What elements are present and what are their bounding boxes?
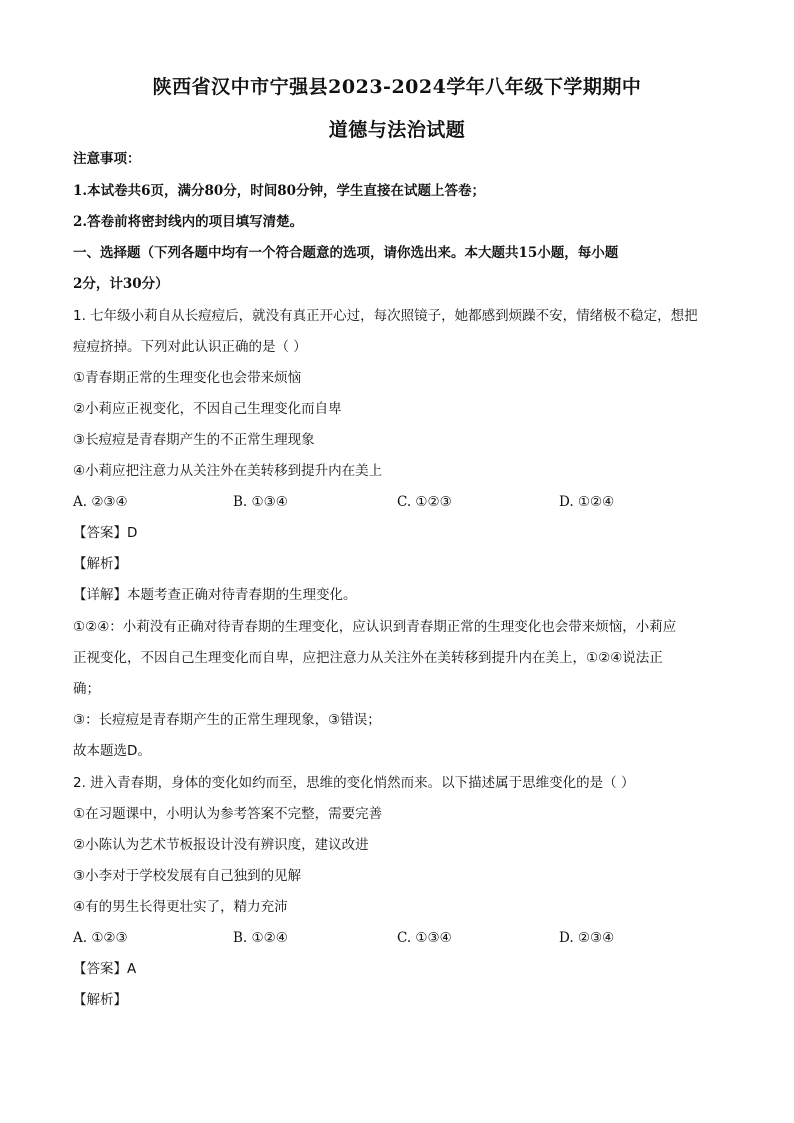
question-1-stem-cont: 痘痘挤掉。下列对此认识正确的是（ ） (73, 339, 307, 355)
question-1-explanation-end: 确； (73, 681, 100, 697)
question-2-stem: 2. 进入青春期，身体的变化如约而至，思维的变化悄然而来。以下描述属于思维变化的是（ ） (73, 775, 635, 791)
question-2-analysis-label: 【解析】 (73, 992, 127, 1008)
question-1-explanation: ①②④：小莉没有正确对待青春期的生理变化，应认识到青春期正常的生理变化也会带来烦恼，小莉应 (73, 619, 677, 635)
question-1-explanation-cont: 正视变化，不因自己生理变化而自卑，应把注意力从关注外在美转移到提升内在美上，①②④说法正 (73, 650, 663, 666)
question-1-stem: 1. 七年级小莉自从长痘痘后，就没有真正开心过，每次照镜子，她都感到烦躁不安，情绪极不稳定，想把 (73, 308, 698, 324)
question-2-statement-3: ③小李对于学校发展有自己独到的见解 (73, 868, 302, 884)
question-2-option-c: C. ①③④ (397, 930, 452, 946)
question-1-option-b: B. ①③④ (233, 494, 288, 510)
notice-heading: 注意事项： (73, 151, 141, 167)
question-1-option-a: A. ②③④ (73, 494, 128, 510)
question-1-statement-2: ②小莉应正视变化，不因自己生理变化而自卑 (73, 401, 342, 417)
section-heading-cont: 2分，计30分） (73, 276, 169, 292)
question-2-statement-2: ②小陈认为艺术节板报设计没有辨识度，建议改进 (73, 837, 369, 853)
question-1-statement-3: ③长痘痘是青春期产生的不正常生理现象 (73, 432, 315, 448)
question-2-statement-4: ④有的男生长得更壮实了，精力充沛 (73, 899, 288, 915)
question-1-analysis-label: 【解析】 (73, 556, 127, 572)
question-2-option-d: D. ②③④ (559, 930, 615, 946)
question-1-option-c: C. ①②③ (397, 494, 452, 510)
exam-title: 陕西省汉中市宁强县2023-2024学年八年级下学期期中 (152, 76, 642, 98)
question-1-statement-4: ④小莉应把注意力从关注外在美转移到提升内在美上 (73, 463, 383, 479)
question-1-detail: 【详解】本题考查正确对待青春期的生理变化。 (73, 587, 357, 603)
section-heading: 一、选择题（下列各题中均有一个符合题意的选项，请你选出来。本大题共15小题，每小题 (73, 245, 619, 261)
question-2-option-b: B. ①②④ (233, 930, 288, 946)
notice-item-2: 2.答卷前将密封线内的项目填写清楚。 (73, 214, 304, 230)
question-1-conclusion: 故本题选D。 (73, 743, 151, 759)
question-1-option-d: D. ①②④ (559, 494, 615, 510)
question-1-statement-1: ①青春期正常的生理变化也会带来烦恼 (73, 370, 302, 386)
question-2-statement-1: ①在习题课中，小明认为参考答案不完整，需要完善 (73, 806, 383, 822)
question-2-options (73, 928, 733, 948)
question-1-options (73, 492, 733, 512)
question-2-option-a: A. ①②③ (73, 930, 128, 946)
question-1-answer: 【答案】D (73, 525, 138, 541)
question-2-answer: 【答案】A (73, 961, 137, 977)
question-1-explanation-wrong: ③：长痘痘是青春期产生的正常生理现象，③错误； (73, 712, 381, 728)
notice-item-1: 1.本试卷共6页，满分80分，时间80分钟，学生直接在试题上答卷； (73, 183, 486, 199)
exam-subtitle: 道德与法治试题 (328, 119, 466, 141)
